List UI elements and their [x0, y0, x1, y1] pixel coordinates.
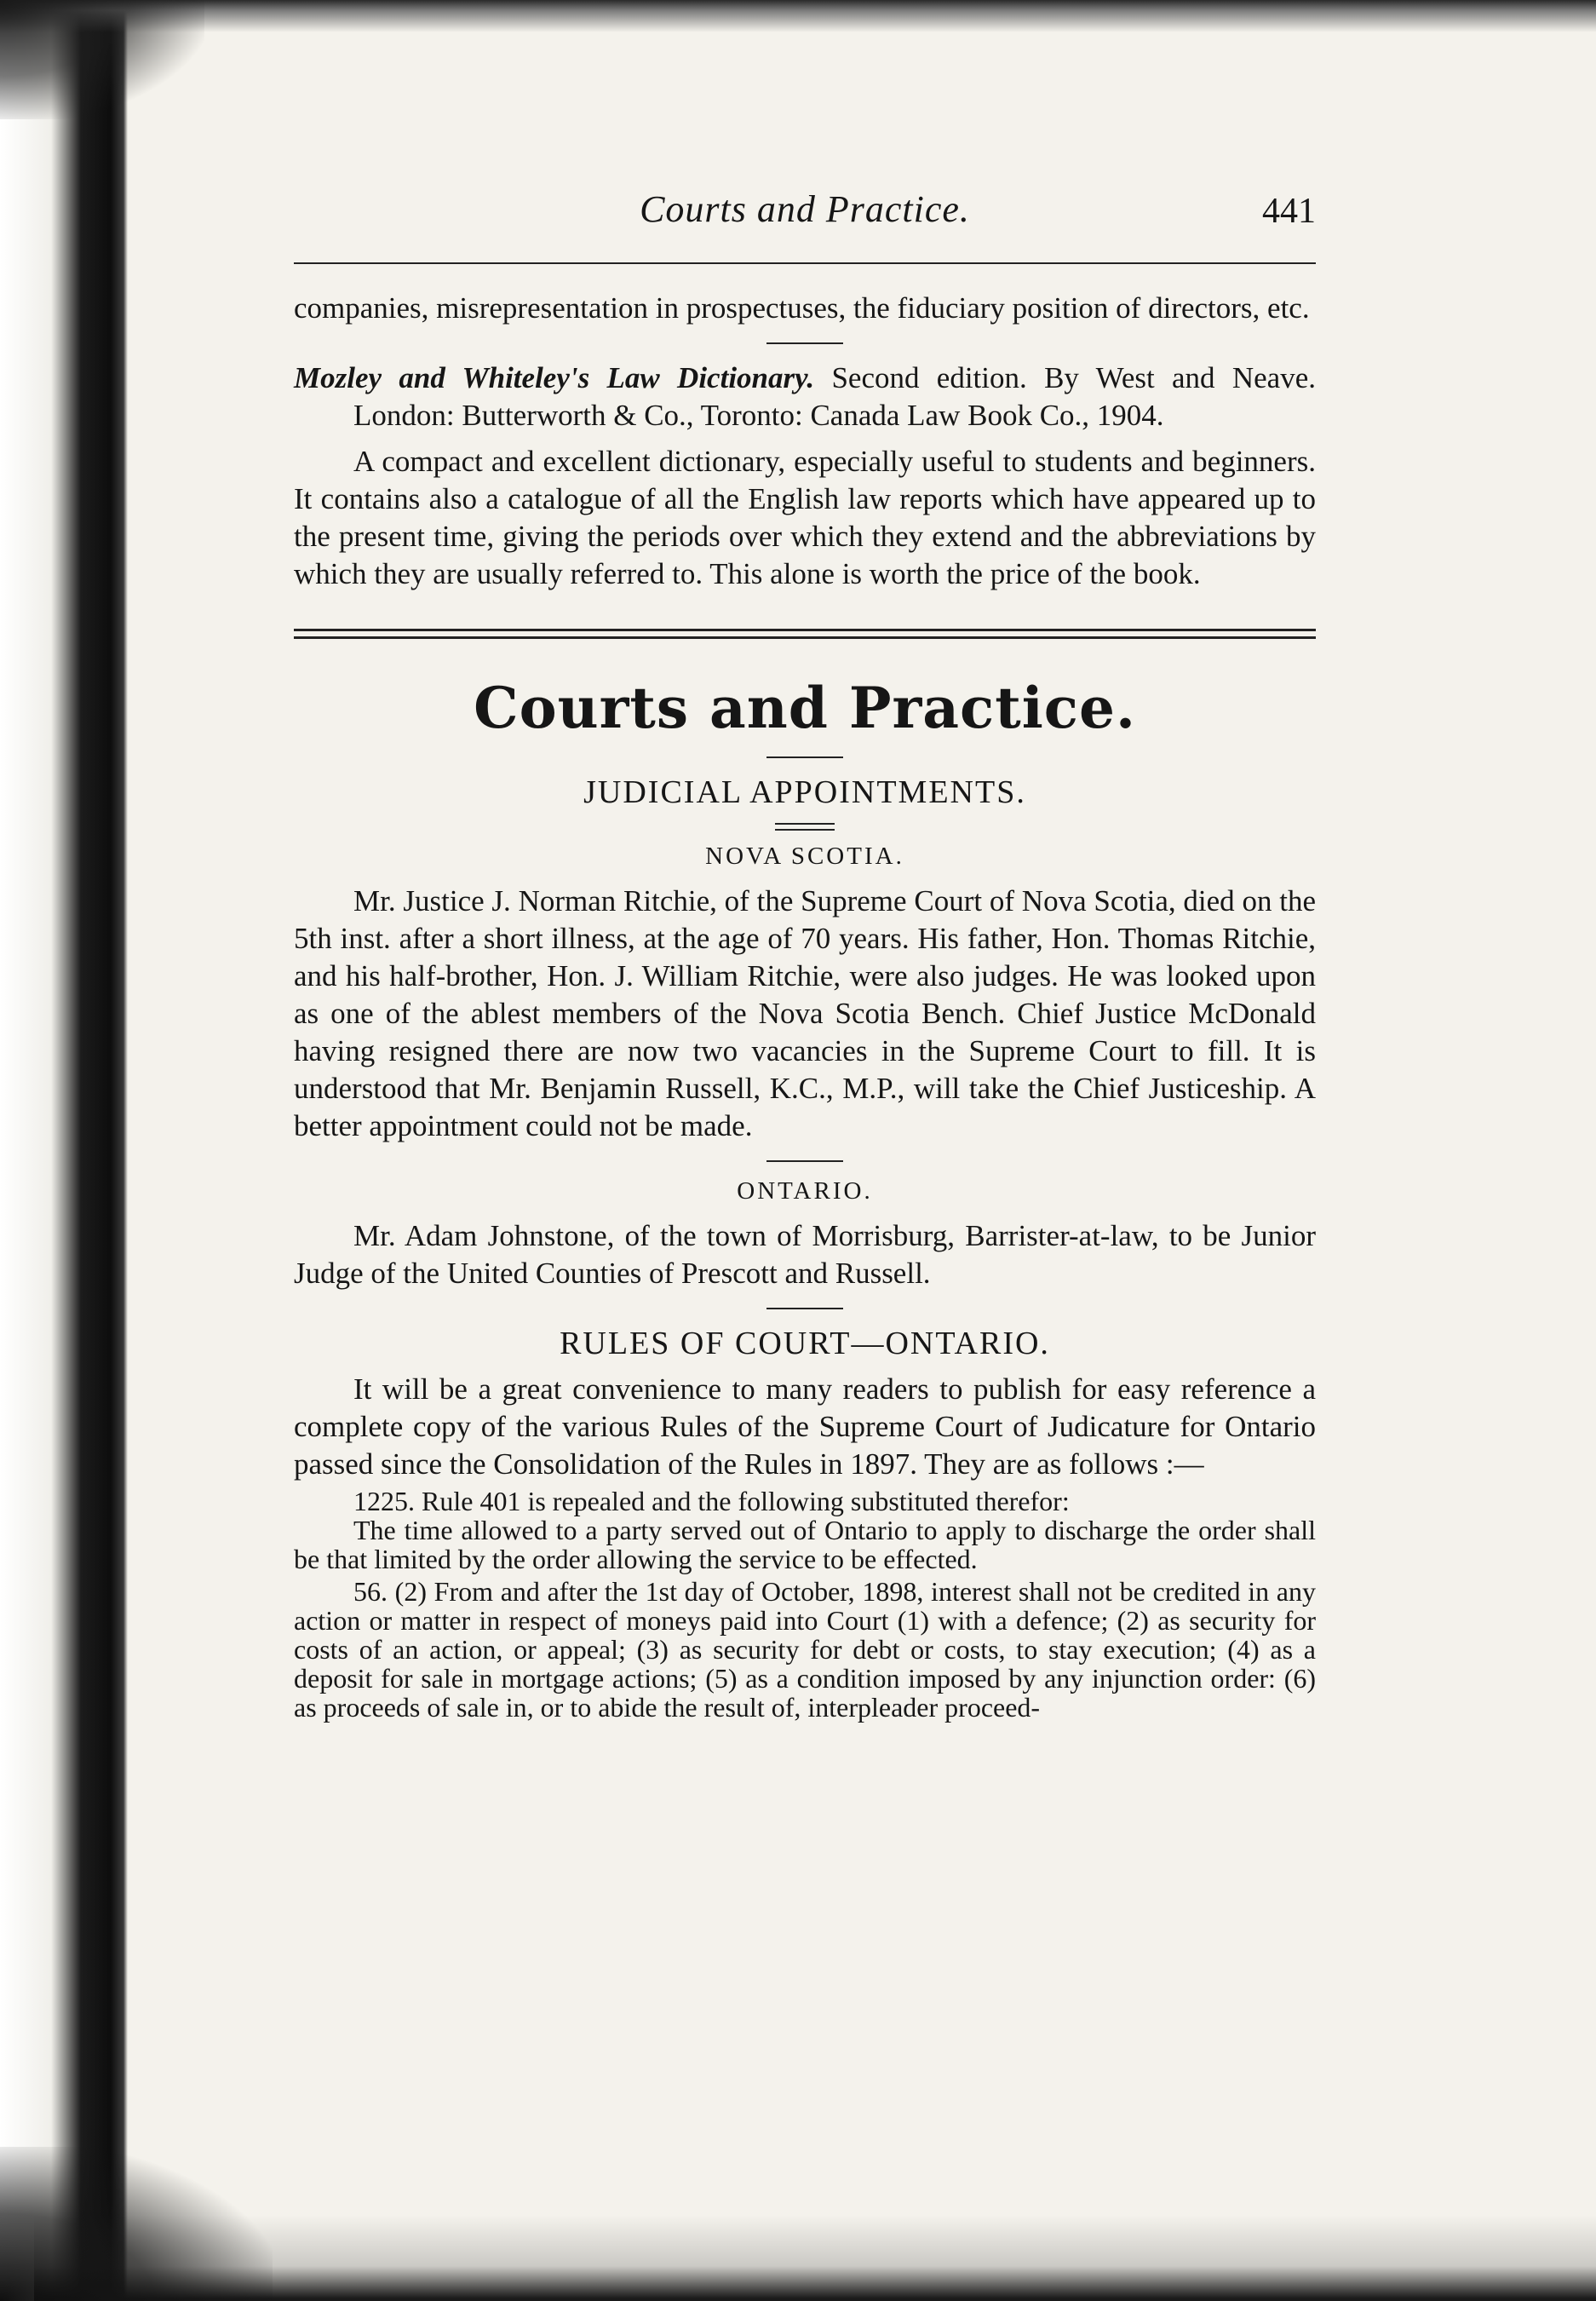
rule-1225-text: The time allowed to a party served out of Ontario to apply to discharge the order shall be that limited by the order allowing the service to be effected.: [294, 1515, 1316, 1574]
running-head-title: Courts and Practice.: [640, 188, 970, 230]
ontario-heading: ONTARIO.: [737, 1177, 873, 1205]
separator-rule: [766, 1308, 843, 1309]
rule-56-text: 56. (2) From and after the 1st day of October, 1898, interest shall not be credited in any action or matter in respect of moneys paid into Court (1) with a defence; (2) as security for costs of an action, or appeal; (3) as security for debt or costs, to stay execution; (4) as a deposit for sale in mortgage actions; (5) as a condition imposed by any injunction order: (6) as proceeds of sale in, or to abide the result of, interpleader proceed-: [294, 1576, 1316, 1723]
book-details: Second edition. By West and Neave. London: Butterworth & Co., Toronto: Canada Law Book Co., 1904.: [353, 361, 1316, 432]
scan-top-edge: [0, 0, 1596, 34]
book-title: Mozley and Whiteley's Law Dictionary.: [294, 361, 815, 394]
separator-double-rule: [775, 823, 835, 831]
scan-corner-shadow: [0, 2147, 273, 2301]
nova-scotia-heading: NOVA SCOTIA.: [705, 843, 904, 870]
ontario-paragraph: Mr. Adam Johnstone, of the town of Morrisburg, Barrister-at-law, to be Junior Judge of the United Counties of Prescott and Russell.: [294, 1219, 1316, 1290]
section-divider: [294, 629, 1316, 639]
page-number: 441: [1262, 192, 1316, 231]
rule-1225-heading: 1225. Rule 401 is repealed and the following substituted therefor:: [353, 1486, 1070, 1516]
book-review-paragraph: A compact and excellent dictionary, especially useful to students and beginners. It contains also a catalogue of all the English law reports which have appeared up to the present time, giving the periods over which they extend and the abbreviations by which they are usually referred to. This alone is worth the price of the book.: [294, 445, 1316, 590]
book-page: [294, 170, 1316, 1722]
separator-rule: [766, 342, 843, 344]
separator-rule: [766, 1160, 843, 1162]
book-binding-edge: [0, 0, 128, 2301]
separator-rule: [766, 756, 843, 758]
rules-intro-paragraph: It will be a great convenience to many readers to publish for easy reference a complete copy of the various Rules of the Supreme Court of Judicature for Ontario passed since the Consolidation of the Rules in 1897. They are as follows :—: [294, 1372, 1316, 1481]
running-head: [294, 170, 1316, 256]
header-rule: [294, 262, 1316, 264]
scan-corner-shadow: [0, 0, 204, 119]
rules-heading: RULES OF COURT—ONTARIO.: [560, 1326, 1050, 1361]
section-title: Courts and Practice.: [474, 675, 1136, 741]
judicial-appointments-heading: JUDICIAL APPOINTMENTS.: [583, 774, 1026, 810]
book-notice-entry: [294, 360, 1316, 434]
continuation-paragraph: companies, misrepresentation in prospectuses, the fiduciary position of directors, etc.: [294, 291, 1310, 325]
nova-scotia-paragraph: Mr. Justice J. Norman Ritchie, of the Supreme Court of Nova Scotia, died on the 5th inst. after a short illness, at the age of 70 years. His father, Hon. Thomas Ritchie, and his half-brother, Hon. J. William Ritchie, were also judges. He was looked upon as one of the ablest members of the Nova Scotia Bench. Chief Justice McDonald having resigned there are now two vacancies in the Supreme Court to fill. It is understood that Mr. Benjamin Russell, K.C., M.P., will take the Chief Justiceship. A better appointment could not be made.: [294, 884, 1316, 1142]
